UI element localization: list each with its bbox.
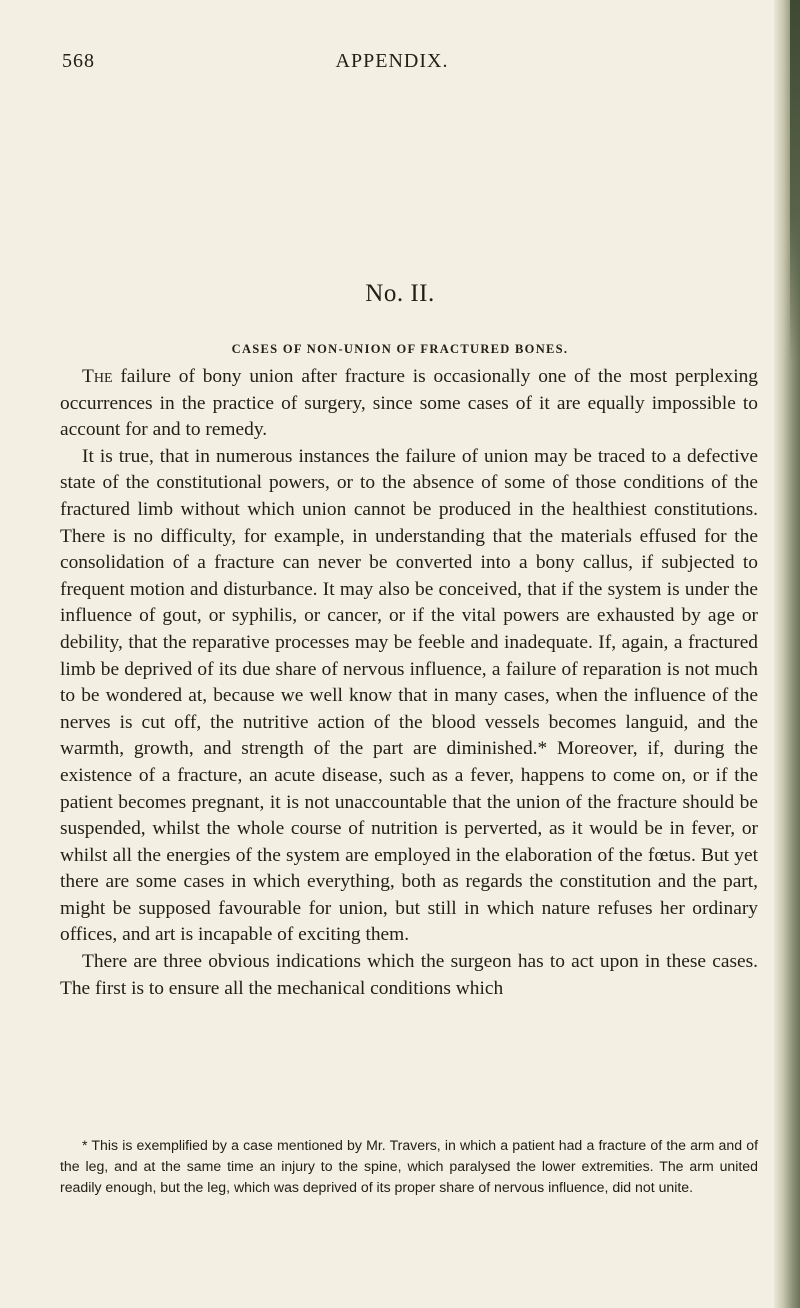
section-title: CASES OF NON-UNION OF FRACTURED BONES. [231,342,569,356]
body-text [60,364,758,1002]
paragraph-1-rest: failure of bony union after fracture is occasionally one of the most perplexing occurrences in the practice of surgery, since some cases of it are equally impossible to account for and to remedy. [60,366,758,441]
paragraph-3: There are three obvious indications which the surgeon has to act upon in these cases. The first is to ensure all the mechanical conditions which [60,951,758,999]
running-head [62,50,722,80]
paragraph-2: It is true, that in numerous instances the failure of union may be traced to a defective state of the constitutional powers, or to the absence of some of those conditions of the fractured limb without which union cannot be produced in the healthiest constitutions. There is no difficulty, for example, in understanding that the materials effused for the consolidation of a fracture can never be converted into a bony callus, if subjected to frequent motion and disturbance. It may also be conceived, that if the system is under the influence of gout, or syphilis, or cancer, or if the vital powers are exhausted by age or debility, that the reparative processes may be feeble and inadequate. If, again, a fractured limb be deprived of its due share of nervous influence, a failure of reparation is not much to be wondered at, because we well know that in many cases, when the influence of the nerves is cut off, the nutritive action of the blood vessels becomes languid, and the warmth, growth, and strength of the part are diminished.* Moreover, if, during the existence of a fracture, an acute disease, such as a fever, happens to come on, or if the patient becomes pregnant, it is not unaccountable that the union of the fracture should be suspended, whilst the whole course of nutrition is perverted, as it would be in fever, or whilst all the energies of the system are employed in the elaboration of the fœtus. But yet there are some cases in which everything, both as regards the constitution and the part, might be supposed favourable for union, but still in which nature refuses her ordinary offices, and art is incapable of exciting them. [60,445,758,946]
running-title: APPENDIX. [335,50,449,72]
page-number: 568 [62,50,95,72]
footnote: * This is exemplified by a case mentioned by Mr. Travers, in which a patient had a fracture of the arm and of the leg, and at the same time an injury to the spine, which paralysed the lower extremities. The arm united readily enough, but the leg, which was deprived of its proper share of nervous influence, did not unite. [60,1137,758,1195]
paragraph-1 [60,364,758,444]
paragraph-1-lead: The [82,366,113,387]
appendix-number-heading: No. II. [365,280,435,307]
